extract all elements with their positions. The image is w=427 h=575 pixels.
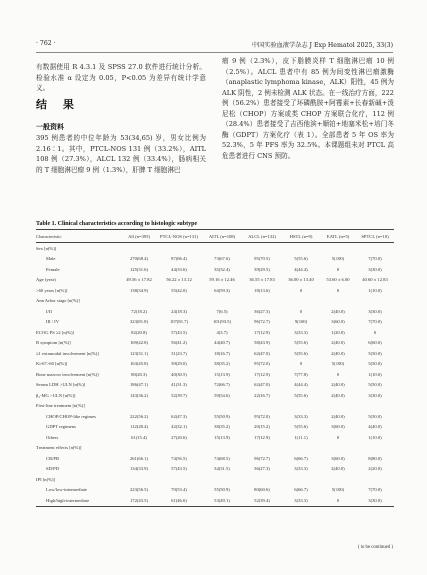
table-cell: 3(30.0): [368, 266, 382, 272]
table-cell: 58(43.9): [254, 340, 270, 346]
table-cell: 95(72.0): [254, 361, 270, 367]
table-row: [36, 254, 394, 265]
page-number: · 762 ·: [36, 40, 56, 47]
table-cell: 62(47.0): [254, 382, 270, 388]
table-cell: 62(47.0): [254, 350, 270, 356]
row-label: High/high-intermediate: [46, 497, 90, 503]
table-cell: 52(39.4): [254, 497, 270, 503]
table-row: [36, 275, 394, 286]
table-cell: 59.16 ± 12.46: [209, 277, 235, 283]
table-cell: 123(31.1): [130, 350, 148, 356]
row-label: ≥1 extranodal involvement [n(%)]: [36, 350, 99, 356]
table-cell: 1(10.0): [368, 287, 382, 293]
table-cell: 5(55.6): [294, 392, 308, 398]
results-paragraph-left: 395 例患者的中位年龄为 53(34,65) 岁，男女比例为 2.16∶1。其中，PTCL-NOS 131 例（33.2%），AITL 108 例（27.3%），ALCL 132 例（33.4%），肠病相关的 T 细胞淋巴瘤 9 例（1.3%），肝脾 T 细胞淋巴: [36, 134, 206, 174]
table-cell: 17(12.9): [254, 371, 270, 377]
table-cell: 40.60 ± 12.83: [362, 277, 388, 283]
column-header: ALCL (n=132): [248, 233, 276, 239]
table-cell: 36.55 ± 17.83: [249, 277, 275, 283]
table-cell: 59(54.6): [214, 392, 230, 398]
table-cell: 42(32.1): [171, 424, 187, 430]
running-header: [36, 40, 393, 50]
column-header: Characteristic: [36, 233, 62, 239]
methods-paragraph: 有数据使用 R 4.3.1 及 SPSS 27.0 软件进行统计分析。检验水准 α 设定为 0.05，P<0.05 为差异有统计学意义。: [36, 63, 206, 92]
table-cell: 2(40.0): [331, 308, 345, 314]
table-cell: 39(29.5): [254, 266, 270, 272]
table-cell: 5(55.6): [294, 350, 308, 356]
table-cell: 3(33.3): [294, 466, 308, 472]
table-cell: 38(35.2): [214, 361, 230, 367]
table-row: [36, 464, 394, 475]
table-cell: 5(100): [331, 487, 345, 493]
table-cell: 74(68.5): [214, 455, 230, 461]
table-cell: 53(49.1): [214, 497, 230, 503]
table-cell: 6(66.7): [294, 455, 308, 461]
table-body: [36, 243, 394, 506]
table-cell: 5(100): [331, 256, 345, 262]
table-cell: 1(10.0): [368, 434, 382, 440]
table-cell: 56.22 ± 13.12: [166, 277, 192, 283]
table-cell: 163(45.8): [130, 361, 148, 367]
table-cell: 1(20.0): [331, 329, 345, 335]
table-cell: 5(100): [331, 361, 345, 367]
table-cell: 72(66.7): [214, 382, 230, 388]
characteristics-table: [36, 229, 394, 507]
table-bottom-rule: [36, 506, 394, 507]
table-row: [36, 443, 394, 454]
table-cell: 27(20.6): [171, 434, 187, 440]
table-cell: 7(77.8): [294, 371, 308, 377]
row-label: CR/PR: [46, 455, 60, 461]
table-cell: 186(47.1): [130, 382, 148, 388]
row-label: >60 years [n(%)]: [36, 287, 68, 293]
row-label: ECOG PS ≥2 [n(%)]: [36, 329, 75, 335]
section-title: 结 果: [36, 98, 80, 111]
table-cell: 56(41.2): [171, 340, 187, 346]
table-row: [36, 327, 394, 338]
column-header: EATL (n=5): [326, 233, 350, 239]
table-cell: 4(44.4): [294, 266, 308, 272]
table-cell: 172(43.5): [130, 497, 148, 503]
table-cell: 2(40.0): [331, 340, 345, 346]
table-cell: 2(20.0): [368, 466, 382, 472]
table-cell: 3(30.0): [368, 497, 382, 503]
table-row: [36, 380, 394, 391]
row-label: Low/low-intermediate: [46, 487, 88, 493]
table-cell: 20(15.2): [254, 424, 270, 430]
table-cell: 52(39.7): [171, 392, 187, 398]
table-cell: 0: [336, 287, 340, 293]
table-cell: 7(70.0): [368, 256, 382, 262]
table-cell: 0: [373, 329, 377, 335]
row-label: First-line treatment [n(%)]: [36, 403, 85, 409]
table-cell: 36.00 ± 13.40: [288, 277, 314, 283]
table-cell: 125(31.6): [130, 266, 148, 272]
table-caption: Table 1. Clinical characteristics according to histologic subtype: [36, 221, 198, 227]
table-cell: 0: [336, 266, 340, 272]
table-cell: 5(55.6): [294, 424, 308, 430]
table-row: [36, 243, 394, 254]
table-cell: 2(40.0): [331, 413, 345, 419]
table-cell: 15(13.9): [214, 434, 230, 440]
row-label: GDPT regimens: [46, 424, 76, 430]
row-label: Male: [46, 256, 56, 262]
table-cell: 222(56.2): [130, 413, 148, 419]
table-cell: 44(33.6): [171, 266, 187, 272]
row-label: Age (year): [36, 277, 56, 283]
table-cell: 64(59.3): [214, 287, 230, 293]
table-row: [36, 495, 394, 506]
table-cell: 0: [299, 287, 303, 293]
table-cell: 57(43.5): [171, 466, 187, 472]
table-row: [36, 296, 394, 307]
table-cell: 169(42.8): [130, 340, 148, 346]
table-cell: 7(70.0): [368, 319, 382, 325]
table-cell: 2(40.0): [331, 350, 345, 356]
table-cell: 87(66.4): [171, 256, 187, 262]
row-label: Ann Arbor stage [n(%)]: [36, 298, 80, 304]
table-cell: 101(93.5): [213, 319, 231, 325]
table-cell: 61(15.4): [131, 434, 147, 440]
table-cell: 3(33.3): [294, 329, 308, 335]
table-cell: 261(66.1): [130, 455, 148, 461]
table-cell: 9(100): [294, 319, 308, 325]
table-cell: 41(31.3): [171, 382, 187, 388]
table-cell: 55(50.9): [214, 413, 230, 419]
column-header: HSTL (n=9): [289, 233, 313, 239]
table-cell: 7(70.0): [368, 487, 382, 493]
table-cell: 1(10.0): [368, 371, 382, 377]
table-row: [36, 485, 394, 496]
table-cell: 223(56.5): [130, 487, 148, 493]
table-cell: 17(12.9): [254, 434, 270, 440]
table-row: [36, 338, 394, 349]
table-cell: 74(56.5): [171, 455, 187, 461]
table-cell: 18(13.6): [254, 287, 270, 293]
table-row: [36, 432, 394, 443]
column-header: PTCL-NOS (n=131): [160, 233, 198, 239]
table-cell: 62(47.3): [171, 413, 187, 419]
table-header-row: [36, 230, 394, 242]
table-cell: 4(3.7): [216, 329, 228, 335]
table-row: [36, 422, 394, 433]
table-cell: 3(33.3): [294, 497, 308, 503]
row-label: β₂-MG >ULN [n(%)]: [36, 392, 76, 398]
table-cell: 95(70.5): [254, 256, 270, 262]
table-cell: 95(72.0): [254, 413, 270, 419]
table-cell: 96(72.7): [254, 319, 270, 325]
table-cell: 7(6.5): [216, 308, 228, 314]
table-cell: 3(30.0): [368, 308, 382, 314]
table-cell: 3(33.3): [294, 413, 308, 419]
table-cell: 5(50.0): [368, 361, 382, 367]
table-cell: 107(81.7): [170, 319, 188, 325]
table-cell: 72(18.2): [131, 308, 147, 314]
left-column-top: [36, 62, 206, 94]
table-cell: 15(13.9): [214, 371, 230, 377]
table-cell: 3(30.0): [368, 392, 382, 398]
table-row: [36, 390, 394, 401]
table-row: [36, 411, 394, 422]
table-cell: 323(81.8): [130, 319, 148, 325]
table-cell: 0: [336, 371, 340, 377]
table-cell: 49.56 ± 17.82: [126, 277, 152, 283]
continued-note: ( to be continued ): [357, 545, 393, 550]
row-label: Ki-67>60 [n(%)]: [36, 361, 68, 367]
table-cell: 6(66.7): [294, 487, 308, 493]
row-label: Sex [n(%)]: [36, 245, 57, 251]
table-row: [36, 285, 394, 296]
table-cell: 40(30.5): [171, 371, 187, 377]
table-cell: 5(50.0): [368, 413, 382, 419]
table-cell: 18(16.7): [214, 350, 230, 356]
table-row: [36, 474, 394, 485]
table-cell: 35(32.4): [214, 266, 230, 272]
left-column-body: [36, 133, 206, 175]
right-column: [222, 56, 394, 161]
row-label: I/II: [46, 308, 52, 314]
table-cell: 112(28.4): [130, 424, 148, 430]
table-cell: 2(40.0): [331, 382, 345, 388]
row-label: IPI [n(%)]: [36, 476, 56, 482]
table-cell: 1(11.1): [294, 434, 308, 440]
table-cell: 8(80.0): [368, 455, 382, 461]
row-label: CHOP/CHOP-like regimes: [46, 413, 96, 419]
table-cell: 17(12.9): [254, 329, 270, 335]
table-cell: 36(27.3): [254, 466, 270, 472]
table-cell: 4(44.4): [294, 382, 308, 388]
table-cell: 3(60.0): [331, 455, 345, 461]
table-cell: 24(18.3): [171, 308, 187, 314]
table-cell: 0: [299, 308, 303, 314]
table-cell: 80(20.3): [131, 371, 147, 377]
row-label: B symptom [n(%)]: [36, 340, 71, 346]
row-label: III / IV: [46, 319, 60, 325]
subsection-title: 一般资料: [36, 122, 64, 131]
row-label: Others: [46, 434, 59, 440]
table-cell: 5(55.6): [294, 340, 308, 346]
row-label: Female: [46, 266, 60, 272]
row-label: Bone marrow involvement [n(%)]: [36, 371, 99, 377]
table-cell: 36(27.3): [254, 308, 270, 314]
table-row: [36, 348, 394, 359]
table-cell: 53.60 ± 6.00: [326, 277, 350, 283]
table-cell: 39(29.0): [171, 361, 187, 367]
column-header: SPTCL (n=10): [361, 233, 389, 239]
table-row: [36, 317, 394, 328]
table-cell: 143(36.2): [130, 392, 148, 398]
table-cell: 138(34.9): [130, 287, 148, 293]
table-cell: 61(46.6): [171, 497, 187, 503]
table-cell: 270(68.4): [130, 256, 148, 262]
table-cell: 96(72.7): [254, 455, 270, 461]
table-cell: 80(60.6): [254, 487, 270, 493]
table-cell: 5(50.0): [368, 382, 382, 388]
table-cell: 55(50.9): [214, 487, 230, 493]
table-cell: 5(50.0): [368, 350, 382, 356]
table-row: [36, 401, 394, 412]
table-cell: 22(16.7): [254, 392, 270, 398]
table-cell: 134(33.9): [130, 466, 148, 472]
journal-name: 中国实验血液学杂志 J Exp Hematol 2025, 33(3): [251, 42, 393, 49]
column-header: All (n=395): [128, 233, 150, 239]
table-cell: 6(60.0): [368, 340, 382, 346]
table-cell: 34(31.5): [214, 466, 230, 472]
table-row: [36, 264, 394, 275]
table-cell: 44(40.7): [214, 340, 230, 346]
row-label: Treatment effects [n(%)]: [36, 445, 82, 451]
table-row: [36, 369, 394, 380]
row-label: Serum LDH >ULN [n(%)]: [36, 382, 86, 388]
table-cell: 0: [336, 434, 340, 440]
header-divider: [36, 52, 393, 53]
table-row: [36, 359, 394, 370]
table-cell: 82(20.8): [131, 329, 147, 335]
column-header: AITL (n=108): [208, 233, 236, 239]
table-cell: 4(40.0): [368, 424, 382, 430]
table-row: [36, 453, 394, 464]
table-cell: 3(60.0): [331, 424, 345, 430]
table-row: [36, 306, 394, 317]
row-label: SD/PD: [46, 466, 60, 472]
table-cell: 38(35.2): [214, 424, 230, 430]
table-cell: 73(67.6): [214, 256, 230, 262]
table-cell: 70(53.4): [171, 487, 187, 493]
table-cell: 5(55.6): [294, 256, 308, 262]
table-cell: 3(60.0): [331, 319, 345, 325]
results-paragraph-right: 瘤 9 例（2.3%），皮下脂膜炎样 T 细胞淋巴瘤 10 例（2.5%）。ALCL 患者中有 85 例为间变性淋巴瘤激酶（anaplastic lymphoma kinase，ALK）阳性，45 例为 ALK 阴性，2 例未检测 ALK 状态。在一线治疗方面，222 例（56.2%）患者接受了环磷酰胺+阿霉素+长春新碱+泼尼松（CHOP）方案或类 CHOP 方案联合化疗，112 例（28.4%）患者接受了吉西他滨+顺铂+地塞米松+培门冬酶（GDPT）方案化疗（表 1）。全部患者 5 年 OS 率为 52.3%，5 年 PFS 率为 32.5%。本课题组未对 PTCL 高危患者进行 CNS 预防。: [222, 57, 394, 160]
table-cell: 2(40.0): [331, 392, 345, 398]
table-cell: 31(23.7): [171, 350, 187, 356]
table-cell: 2(40.0): [331, 466, 345, 472]
table-cell: 0: [299, 361, 303, 367]
table-cell: 57(43.5): [171, 329, 187, 335]
table-cell: 0: [336, 497, 340, 503]
table-cell: 55(42.0): [171, 287, 187, 293]
